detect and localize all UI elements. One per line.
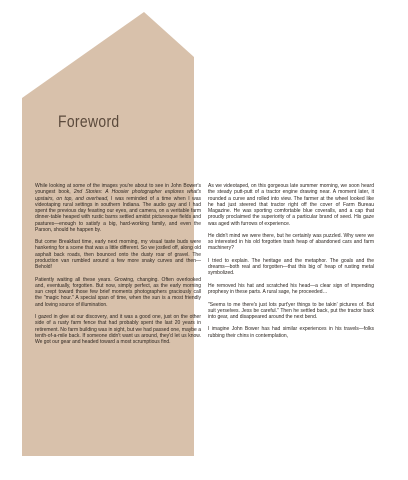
text-column-left xyxy=(35,183,201,352)
paragraph xyxy=(35,239,201,270)
paragraph xyxy=(208,183,374,227)
paragraph xyxy=(208,233,374,252)
paragraph xyxy=(35,183,201,233)
paragraph xyxy=(208,283,374,296)
paragraph-text: But come Breakfast time, early next morning, my visual taste buds were hankering for a scene that was a little different. So we jostled off, along old asphalt back roads, then bounced onto the dusty roar of gravel. The production van rumbled around a few more snaky curves and then—Behold! xyxy=(35,239,201,271)
paragraph-text: "Seems to me there's just lots purt'yer things to be takin' pictures of. But suit yerselves. Jess be careful." Then he settled back, put the tractor back into gear, and disappeared around the next bend. xyxy=(208,301,374,320)
paragraph xyxy=(208,302,374,321)
paragraph xyxy=(208,258,374,277)
paragraph-text: I gazed in glee at our discovery, and it was a good one, just on the other side of a rusty farm fence that had probably spent the last 20 years in retirement. No farm building was in sight, but we had passed one, maybe a tenth-of-a-mile back. If someone didn't want us around, they'd let us know. We got our gear and headed toward a most scrumptious find. xyxy=(35,314,201,346)
paragraph-text: I imagine John Bower has had similar experiences in his travels—folks rubbing their chins in contemplation, xyxy=(208,326,374,339)
paragraph-text: He removed his hat and scratched his head—a clear sign of impending prophesy in these parts. A rural sage, he proceeded… xyxy=(208,282,374,296)
paragraph-text: While looking at some of the images you're about to see in John Bower's youngest book, xyxy=(35,183,201,196)
paragraph-text: I was reminded of a time when I was videotaping rural settings in southern Indiana. The audio guy and I had spent the previous day feasting our eyes, and camera, on a veritable farm dinner-table heaped with rustic barns settled amidst picturesque fields and pastures—enough to satisfy a big, hard-working family, and even the Parson, should he happen by. xyxy=(35,195,202,233)
paragraph-text: Patiently waiting all these years. Growing, changing. Often overlooked and, eventually, forgotten. But now, simply perfect, as the early morning sun crept toward those few brief moments photographers graciously call the "magic hour." A special span of time, when the sun is a most friendly and loving source of illumination. xyxy=(35,276,201,308)
text-column-right xyxy=(208,183,374,345)
paragraph xyxy=(35,277,201,308)
page-title: Foreword xyxy=(58,112,120,131)
paragraph xyxy=(35,314,201,345)
book-title-italic: 2nd Stories: A Hoosier photographer explores what's upstairs, on top, and overhead, xyxy=(35,189,201,202)
paragraph xyxy=(208,326,374,339)
paragraph-text: I tried to explain. The heritage and the metaphor. The goals and the dreams—both real and forgotten—that this big ol' heap of rusting metal symbolized. xyxy=(208,257,374,277)
paragraph-text: He didn't mind we were there, but he certainly was puzzled. Why were we so interested in his old forgotten trash heap of abandoned cars and farm machinery? xyxy=(208,232,374,252)
paragraph-text: As we videotaped, on this gorgeous late summer morning, we soon heard the steady putt-putt of a tractor engine drawing near. A moment later, it rounded a curve and rolled into view. The farmer at the wheel looked like he had just steered that tractor right off the cover of Farm Bureau Magazine. He was sporting comfortable blue coveralls, and a cap that proudly proclaimed the superiority of a particular brand of seed. His gaze was aged with furrows of experience. xyxy=(208,183,374,227)
